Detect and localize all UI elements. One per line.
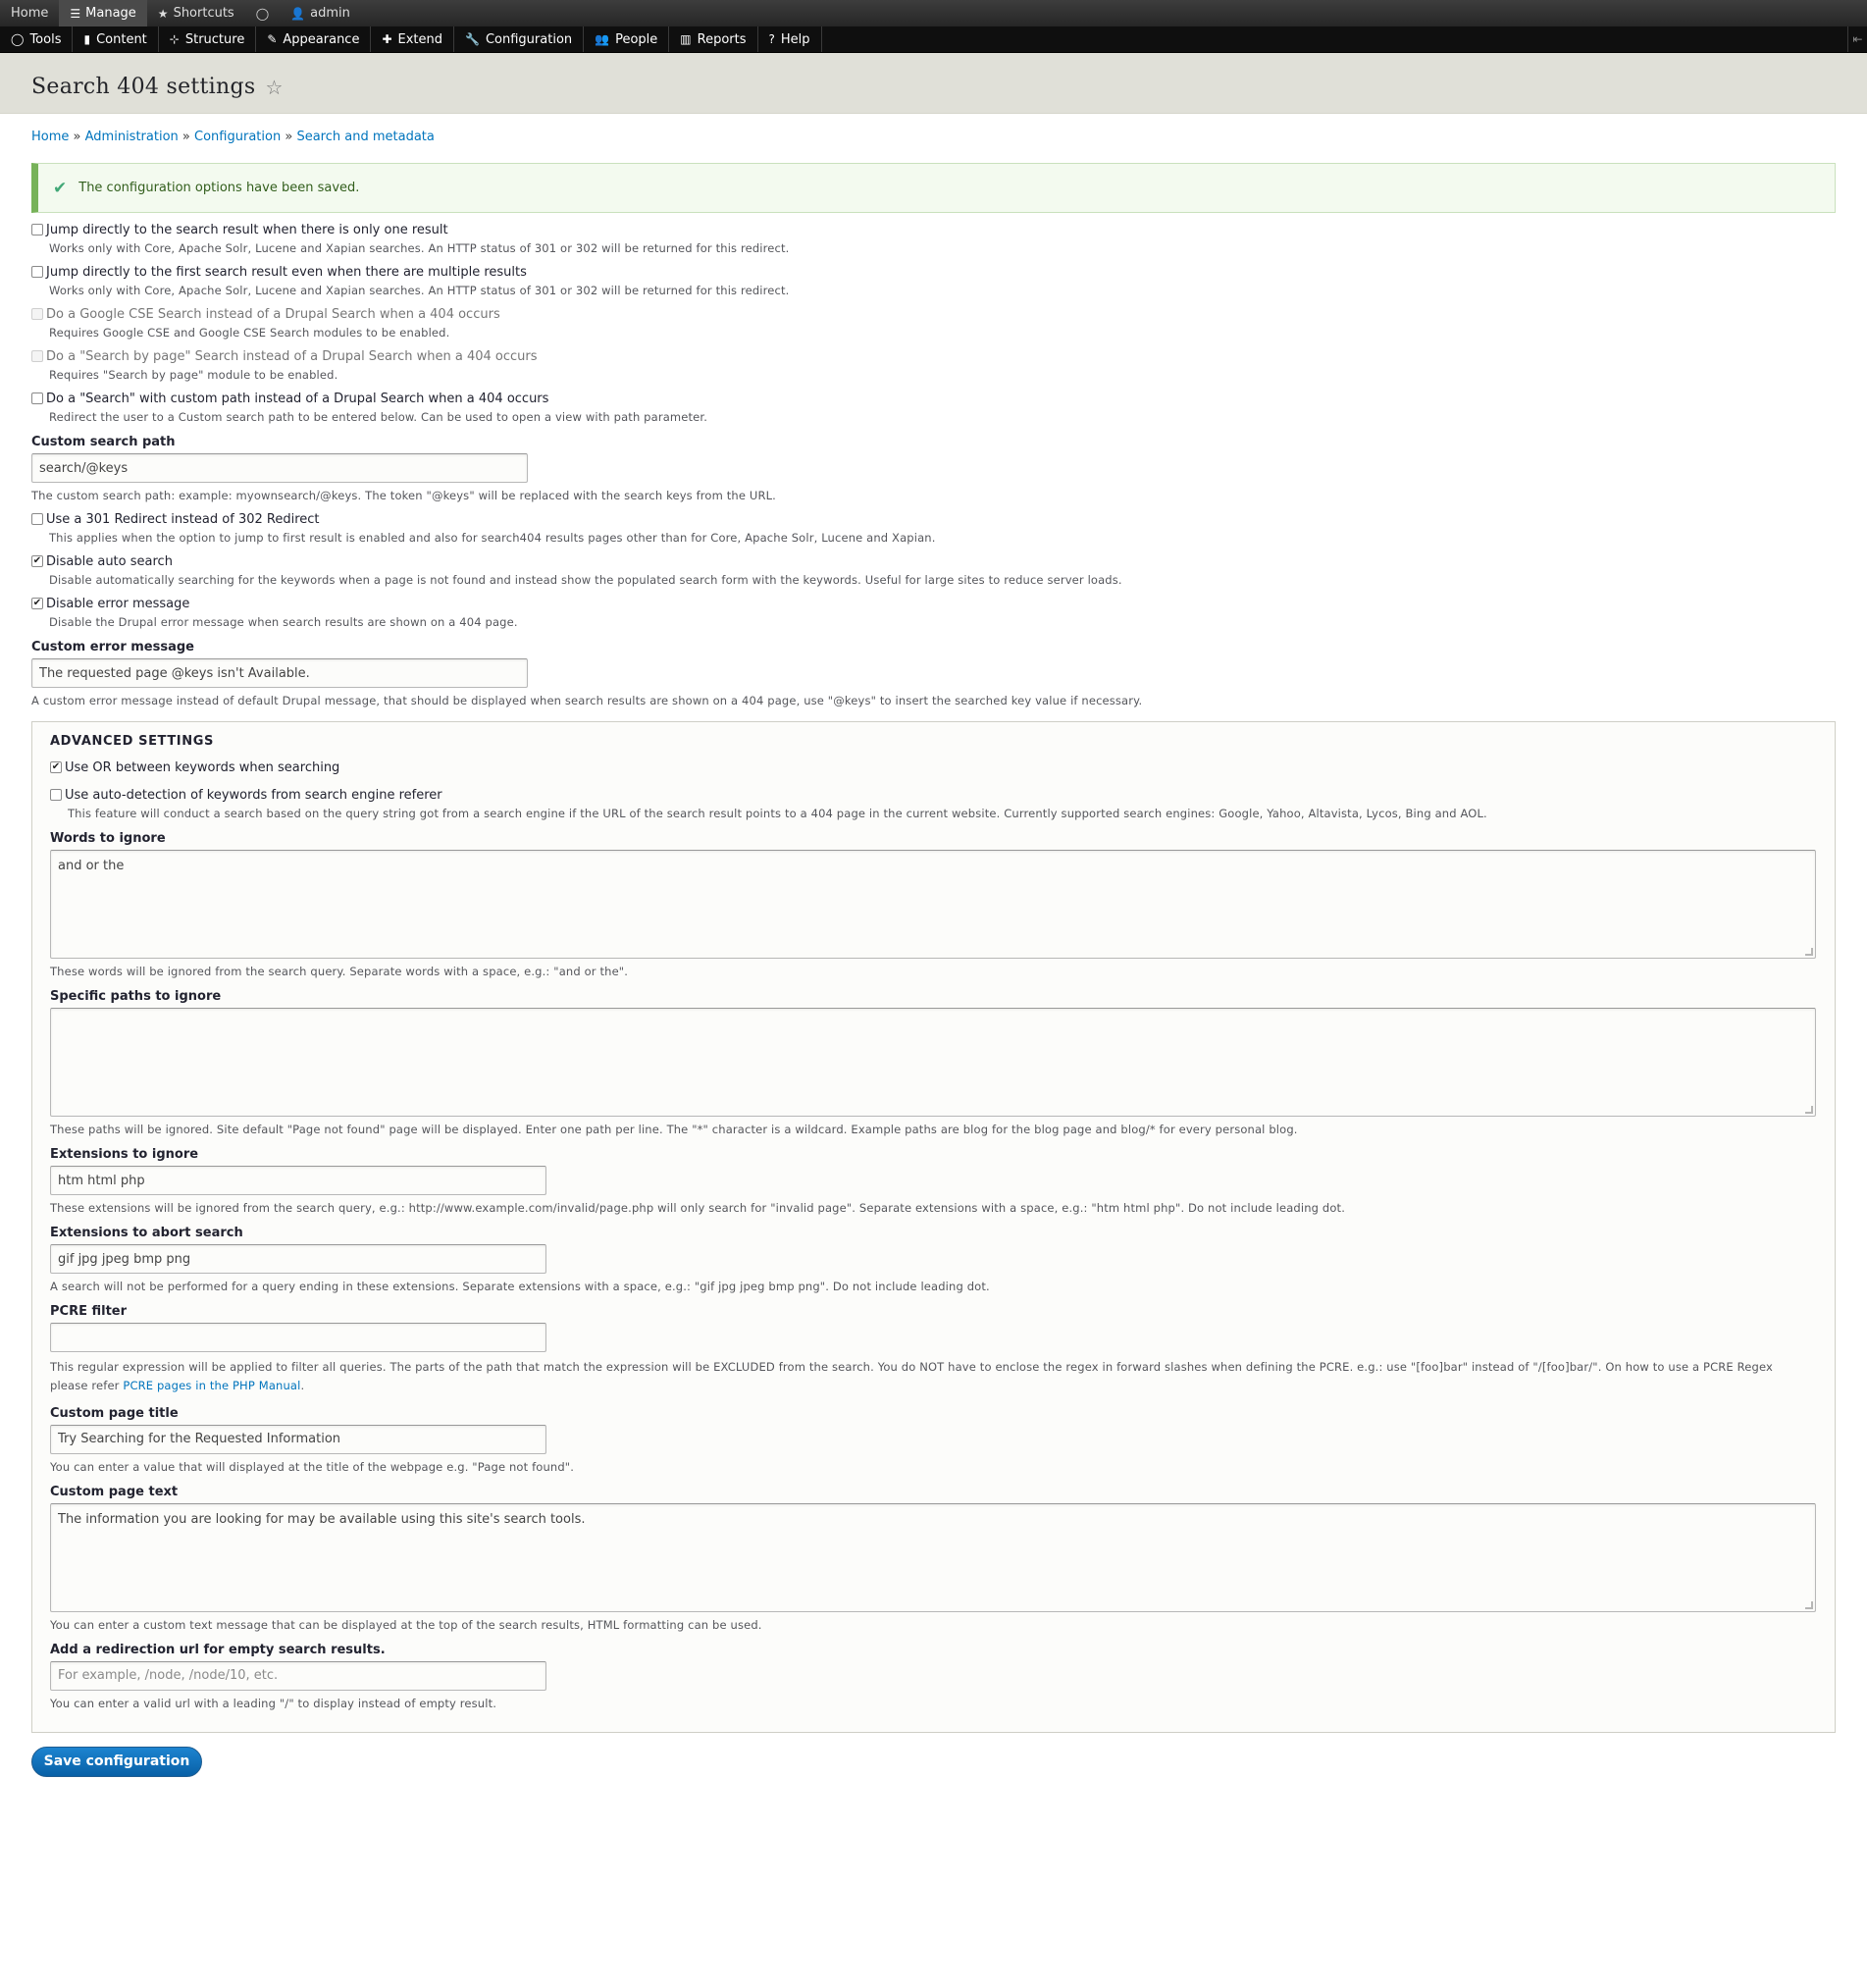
page-title-text: Search 404 settings <box>31 75 256 99</box>
pcre-description-prefix: please refer <box>50 1378 124 1392</box>
shortcut-star-icon[interactable]: ☆ <box>265 75 284 99</box>
extend-icon: ✚ <box>382 32 392 46</box>
appearance-icon: ✎ <box>267 32 278 46</box>
checkmark-icon: ✔ <box>53 178 68 198</box>
option-jump-first <box>31 263 1836 297</box>
redirect-empty-description: You can enter a valid url with a leading "/" to display instead of empty result. <box>50 1696 497 1710</box>
google-cse-checkbox <box>31 308 43 320</box>
tray-item-structure[interactable] <box>159 26 257 52</box>
option-google-cse <box>31 305 1836 340</box>
tray-item-label: Appearance <box>283 31 360 47</box>
user-icon: 👤 <box>290 6 306 21</box>
tray-item-label: Structure <box>184 31 245 47</box>
toolbar-tour[interactable] <box>245 0 280 26</box>
tour-icon: ◯ <box>255 6 270 21</box>
save-configuration-button[interactable]: Save configuration <box>31 1747 202 1777</box>
search-by-page-checkbox <box>31 350 43 362</box>
custom-error-input[interactable] <box>31 658 528 688</box>
reports-icon: ▥ <box>680 32 692 46</box>
toolbar-shortcuts-label: Shortcuts <box>173 6 234 21</box>
tray-item-label: Content <box>96 31 147 47</box>
page-title <box>31 75 1836 99</box>
paths-ignore-textarea[interactable] <box>50 1008 1816 1117</box>
page-title-input[interactable] <box>50 1425 546 1454</box>
toolbar-manage-label: Manage <box>85 6 136 21</box>
tray-item-appearance[interactable] <box>256 26 371 52</box>
custom-path-description: Redirect the user to a Custom search path to be entered below. Can be used to open a view with path parameter. <box>49 410 707 424</box>
jump-one-description: Works only with Core, Apache Solr, Lucene and Xapian searches. An HTTP status of 301 or 302 will be returned for this redirect. <box>49 241 790 255</box>
option-use-or <box>50 759 1817 776</box>
toolbar-home[interactable] <box>0 0 59 26</box>
custom-path-label[interactable]: Do a "Search" with custom path instead of a Drupal Search when a 404 occurs <box>46 391 549 406</box>
tray-item-reports[interactable] <box>669 26 757 52</box>
ext-abort-value: gif jpg jpeg bmp png <box>58 1251 191 1267</box>
jump-one-checkbox[interactable] <box>31 224 43 235</box>
words-ignore-value: and or the <box>58 859 125 873</box>
use-or-checkbox[interactable]: ✔ <box>51 761 61 772</box>
ext-ignore-value: htm html php <box>58 1173 145 1188</box>
tray-spacer <box>822 26 1847 52</box>
option-jump-one <box>31 221 1836 255</box>
jump-first-description: Works only with Core, Apache Solr, Lucene and Xapian searches. An HTTP status of 301 or 302 will be returned for this redirect. <box>49 284 790 297</box>
custom-search-path-value: search/@keys <box>39 460 129 476</box>
disable-error-description: Disable the Drupal error message when search results are shown on a 404 page. <box>49 615 518 629</box>
search-by-page-label: Do a "Search by page" Search instead of a Drupal Search when a 404 occurs <box>46 348 538 364</box>
page-text-textarea[interactable] <box>50 1503 1816 1612</box>
toolbar-home-label: Home <box>11 6 49 21</box>
status-message-text: The configuration options have been saved. <box>78 181 360 195</box>
custom-path-checkbox[interactable] <box>31 392 43 404</box>
option-disable-error <box>31 595 1836 629</box>
resize-grip-icon[interactable] <box>1805 1601 1813 1609</box>
toolbar-tray <box>0 26 1867 53</box>
resize-grip-icon[interactable] <box>1805 948 1813 956</box>
breadcrumb-configuration[interactable]: Configuration <box>194 130 282 144</box>
breadcrumb-separator: » <box>73 130 81 144</box>
tray-item-label: Tools <box>29 31 62 47</box>
orientation-icon: ⇤ <box>1852 32 1863 46</box>
advanced-settings-fieldset <box>31 721 1836 1733</box>
tray-item-tools[interactable] <box>0 26 73 52</box>
wrench-icon: 🔧 <box>465 32 480 46</box>
redirect-301-description: This applies when the option to jump to first result is enabled and also for search404 results pages other than for Core, Apache Solr, Lucene and Xapian. <box>49 531 936 545</box>
breadcrumb <box>31 130 1836 149</box>
ext-abort-label: Extensions to abort search <box>50 1226 243 1240</box>
disable-auto-checkbox[interactable]: ✔ <box>32 555 42 566</box>
toolbar-shortcuts[interactable] <box>147 0 245 26</box>
option-redirect-301 <box>31 510 1836 545</box>
menu-icon: ☰ <box>70 6 81 21</box>
tray-item-label: Configuration <box>485 31 573 47</box>
disable-error-checkbox[interactable]: ✔ <box>32 598 42 608</box>
tools-icon: ◯ <box>11 32 25 46</box>
words-ignore-label: Words to ignore <box>50 831 166 846</box>
toolbar-manage[interactable] <box>59 0 146 26</box>
custom-search-path-description: The custom search path: example: myownsearch/@keys. The token "@keys" will be replaced with the search keys from the URL. <box>31 489 776 502</box>
toolbar-user[interactable] <box>280 0 361 26</box>
option-search-by-page <box>31 347 1836 382</box>
disable-auto-description: Disable automatically searching for the keywords when a page is not found and instead show the populated search form with the keywords. Useful for large sites to reduce server loads. <box>49 573 1122 587</box>
jump-first-checkbox[interactable] <box>31 266 43 278</box>
custom-error-value: The requested page @keys isn't Available. <box>39 665 310 681</box>
option-disable-auto <box>31 552 1836 587</box>
status-message <box>31 163 1836 213</box>
breadcrumb-search-metadata[interactable]: Search and metadata <box>296 130 435 144</box>
tray-item-label: People <box>615 31 658 47</box>
ext-abort-input[interactable] <box>50 1244 546 1274</box>
breadcrumb-separator: » <box>285 130 293 144</box>
ext-ignore-description: These extensions will be ignored from the search query, e.g.: http://www.example.com/invalid/page.php will only search for "invalid page". Separate extensions with a space, e.g.: "htm html php". Do not include leading dot. <box>50 1201 1346 1215</box>
redirect-301-checkbox[interactable] <box>31 513 43 525</box>
people-icon: 👥 <box>595 32 610 46</box>
resize-grip-icon[interactable] <box>1805 1106 1813 1114</box>
tray-item-help[interactable] <box>758 26 822 52</box>
tray-item-label: Help <box>780 31 810 47</box>
google-cse-label: Do a Google CSE Search instead of a Drupal Search when a 404 occurs <box>46 306 500 322</box>
page-text-value: The information you are looking for may be available using this site's search tools. <box>58 1511 586 1527</box>
jump-one-label[interactable]: Jump directly to the search result when there is only one result <box>46 222 448 237</box>
google-cse-description: Requires Google CSE and Google CSE Search modules to be enabled. <box>49 326 450 340</box>
main-content <box>0 130 1867 1777</box>
words-ignore-description: These words will be ignored from the search query. Separate words with a space, e.g.: "and or the". <box>50 965 629 978</box>
pcre-input[interactable] <box>50 1323 546 1352</box>
tray-item-content[interactable] <box>73 26 158 52</box>
content-icon: ▮ <box>83 32 91 46</box>
ext-abort-description: A search will not be performed for a query ending in these extensions. Separate extensions with a space, e.g.: "gif jpg jpeg bmp png". Do not include leading dot. <box>50 1280 990 1293</box>
ext-ignore-label: Extensions to ignore <box>50 1147 199 1162</box>
jump-first-label[interactable]: Jump directly to the first search result even when there are multiple results <box>46 264 527 280</box>
page-title-value: Try Searching for the Requested Information <box>58 1432 341 1447</box>
auto-detect-label[interactable]: Use auto-detection of keywords from search engine referer <box>65 787 442 803</box>
custom-search-path-input[interactable] <box>31 453 528 483</box>
redirect-empty-label: Add a redirection url for empty search results. <box>50 1642 386 1657</box>
ext-ignore-input[interactable] <box>50 1166 546 1195</box>
option-custom-path <box>31 390 1836 424</box>
search-by-page-description: Requires "Search by page" module to be enabled. <box>49 368 338 382</box>
breadcrumb-home[interactable]: Home <box>31 130 70 144</box>
help-icon: ? <box>768 32 775 46</box>
disable-error-label[interactable]: Disable error message <box>46 596 190 611</box>
paths-ignore-description: These paths will be ignored. Site default "Page not found" page will be displayed. Enter one path per line. The "*" character is a wildcard. Example paths are blog for the blog page and blog/* for every personal blog. <box>50 1123 1298 1136</box>
page-text-description: You can enter a custom text message that can be displayed at the top of the search results, HTML formatting can be used. <box>50 1617 762 1632</box>
pcre-description-suffix: . <box>300 1378 305 1392</box>
tray-item-label: Reports <box>697 31 747 47</box>
redirect-301-label[interactable]: Use a 301 Redirect instead of 302 Redirect <box>46 511 320 527</box>
pcre-description <box>50 1358 1817 1395</box>
disable-auto-label[interactable]: Disable auto search <box>46 553 173 569</box>
structure-icon: ⊹ <box>169 32 180 46</box>
advanced-settings-legend: ADVANCED SETTINGS <box>50 734 214 749</box>
toolbar-user-label: admin <box>310 6 350 21</box>
pcre-description-text: This regular expression will be applied to filter all queries. The parts of the path that match the expression will be EXCLUDED from the search. You do NOT have to enclose the regex in forward slashes when defining the PCRE. e.g.: use "[foo]bar" instead of "/[foo]bar/". On how to use a PCRE Regex <box>50 1360 1773 1374</box>
custom-search-path-label: Custom search path <box>31 435 176 449</box>
tray-item-label: Extend <box>397 31 443 47</box>
auto-detect-description: This feature will conduct a search based on the query string got from a search engine if the URL of the search result points to a 404 page in the current website. Currently supported search engines: Google, Yahoo, Altavista, Lycos, Bing and AOL. <box>68 807 1487 820</box>
page-title-description: You can enter a value that will displayed at the title of the webpage e.g. "Page not found". <box>50 1459 575 1474</box>
paths-ignore-label: Specific paths to ignore <box>50 989 222 1004</box>
redirect-empty-input[interactable] <box>50 1661 546 1691</box>
breadcrumb-administration[interactable]: Administration <box>84 130 179 144</box>
tray-item-people[interactable] <box>584 26 669 52</box>
custom-error-label: Custom error message <box>31 640 194 654</box>
tray-item-configuration[interactable] <box>454 26 584 52</box>
words-ignore-textarea[interactable] <box>50 850 1816 959</box>
page-header <box>0 53 1867 114</box>
breadcrumb-separator: » <box>182 130 190 144</box>
custom-error-description: A custom error message instead of default Drupal message, that should be displayed when search results are shown on a 404 page, use "@keys" to insert the searched key value if necessary. <box>31 694 1143 707</box>
toolbar-orientation-toggle[interactable] <box>1847 26 1867 52</box>
tray-item-extend[interactable] <box>371 26 454 52</box>
page-text-label: Custom page text <box>50 1484 179 1499</box>
pcre-label: PCRE filter <box>50 1304 128 1319</box>
redirect-empty-placeholder: For example, /node, /node/10, etc. <box>58 1668 279 1684</box>
admin-toolbar <box>0 0 1867 26</box>
star-icon: ★ <box>157 6 169 21</box>
use-or-label[interactable]: Use OR between keywords when searching <box>65 759 340 775</box>
option-auto-detect <box>50 786 1817 820</box>
page-title-field-label: Custom page title <box>50 1405 179 1421</box>
pcre-manual-link[interactable]: PCRE pages in the PHP Manual <box>123 1378 301 1392</box>
auto-detect-checkbox[interactable] <box>50 789 62 801</box>
